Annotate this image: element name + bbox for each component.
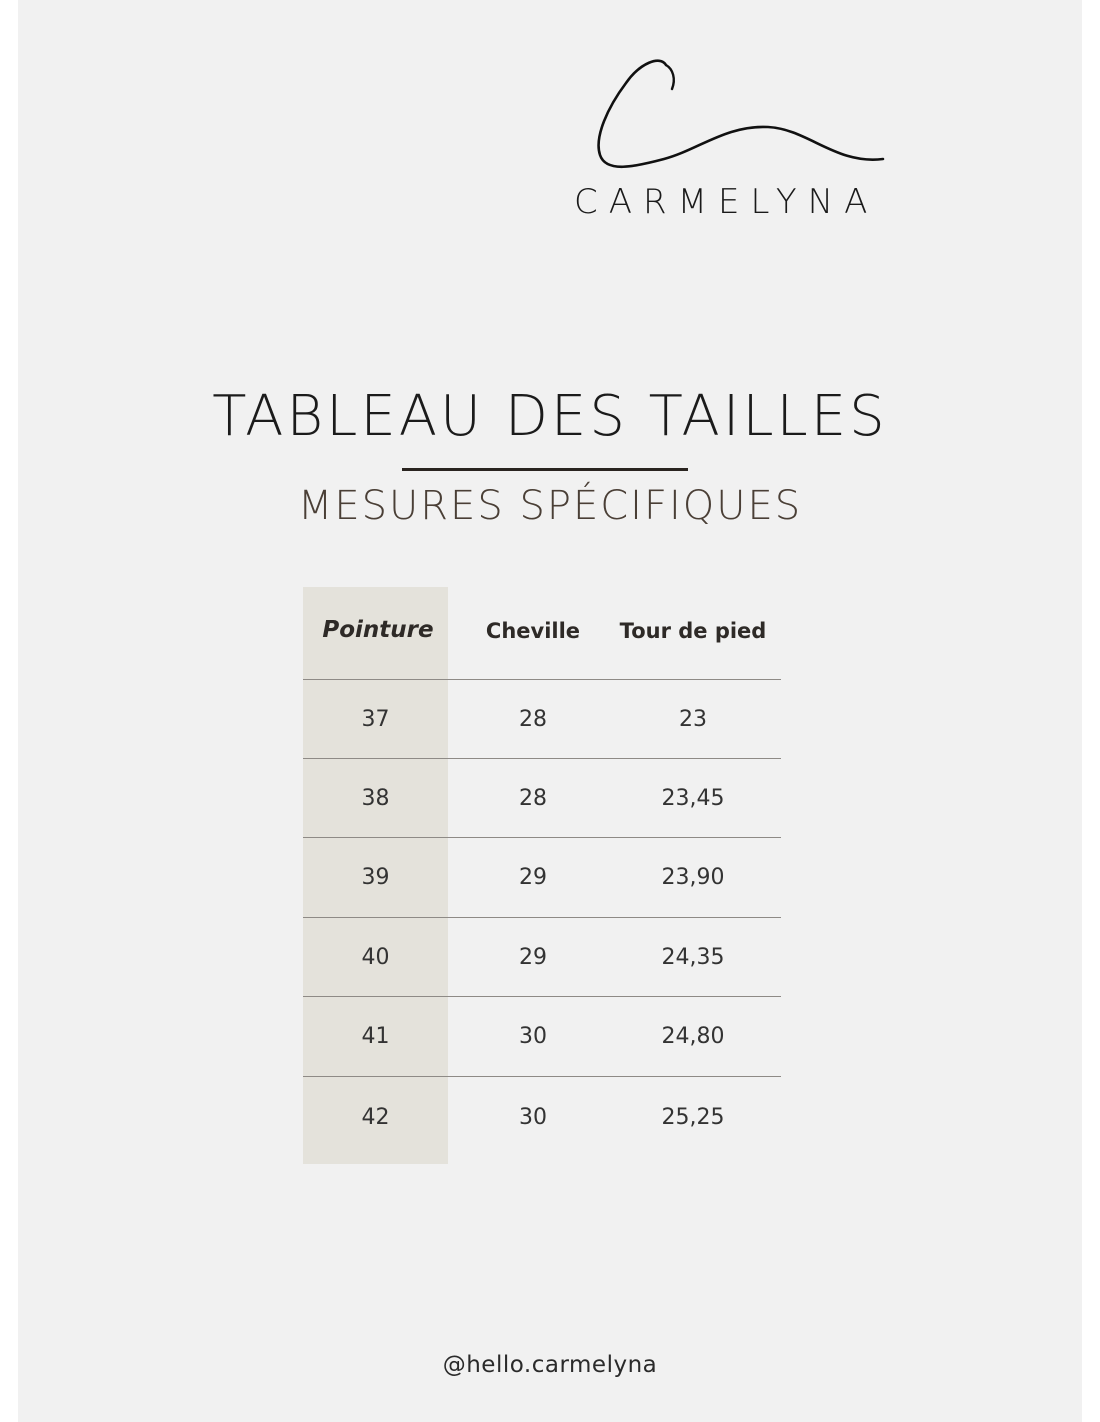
row-divider: [303, 996, 781, 997]
brand-name: CARMELYNA: [574, 182, 879, 222]
cell-pointure: 41: [361, 1024, 390, 1049]
size-chart-page: [18, 0, 1082, 1422]
header-tour-de-pied: Tour de pied: [619, 619, 767, 643]
page-title: TABLEAU DES TAILLES: [212, 384, 888, 449]
header-pointure: Pointure: [322, 617, 434, 643]
cell-cheville: 29: [519, 865, 547, 890]
title-divider: [402, 468, 688, 471]
brand-logo: [18, 0, 1082, 230]
cell-cheville: 28: [519, 786, 547, 811]
cell-cheville: 28: [519, 707, 547, 732]
cell-tour-de-pied: 24,35: [661, 945, 725, 970]
cell-tour-de-pied: 23,90: [661, 865, 725, 890]
cell-tour-de-pied: 23: [679, 707, 707, 732]
cell-pointure: 42: [361, 1105, 390, 1130]
header-cheville: Cheville: [485, 619, 581, 643]
social-handle: @hello.carmelyna: [442, 1352, 658, 1378]
row-divider: [303, 1076, 781, 1077]
script-c-wave-icon: [578, 55, 898, 185]
cell-cheville: 30: [519, 1024, 547, 1049]
cell-tour-de-pied: 25,25: [661, 1105, 725, 1130]
cell-pointure: 39: [361, 865, 390, 890]
cell-cheville: 29: [519, 945, 547, 970]
size-table: [303, 587, 781, 1164]
cell-pointure: 37: [361, 707, 390, 732]
cell-cheville: 30: [519, 1105, 547, 1130]
row-divider: [303, 837, 781, 838]
page-subtitle: MESURES SPÉCIFIQUES: [297, 483, 803, 529]
row-divider: [303, 917, 781, 918]
row-divider: [303, 679, 781, 680]
cell-pointure: 38: [361, 786, 390, 811]
row-divider: [303, 758, 781, 759]
cell-tour-de-pied: 24,80: [661, 1024, 725, 1049]
cell-pointure: 40: [361, 945, 390, 970]
cell-tour-de-pied: 23,45: [661, 786, 725, 811]
